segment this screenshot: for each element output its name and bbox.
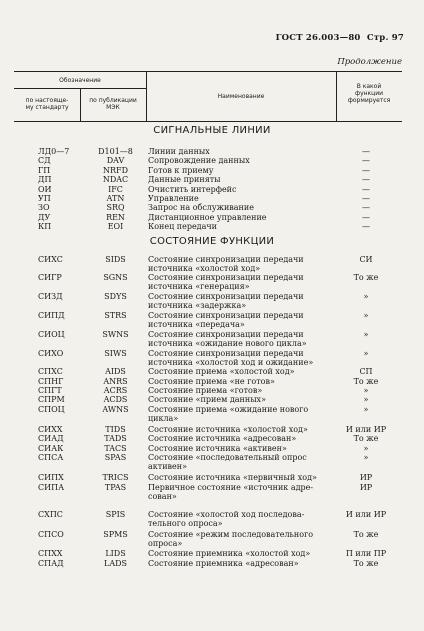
state-name bbox=[148, 292, 332, 310]
function-cell: То же bbox=[353, 434, 379, 443]
function-cell: То же bbox=[353, 273, 379, 282]
function-cell: СП bbox=[359, 367, 373, 376]
function-cell: » bbox=[363, 405, 369, 414]
function-cell: — bbox=[362, 222, 370, 231]
state-name-line-1: Состояние «холостой ход последова- bbox=[148, 510, 305, 519]
line-name: Дистанционное управление bbox=[148, 213, 267, 222]
function-cell: — bbox=[362, 185, 370, 194]
designation-iec: AIDS bbox=[105, 367, 126, 376]
designation-iec: LIDS bbox=[105, 549, 126, 558]
designation-ru: СИПХ bbox=[38, 473, 64, 482]
designation-iec: EOI bbox=[107, 222, 124, 231]
designation-iec: SIWS bbox=[104, 349, 127, 358]
function-cell: То же bbox=[353, 377, 379, 386]
function-cell: То же bbox=[353, 559, 379, 568]
designation-ru: ОИ bbox=[38, 185, 52, 194]
page-number: Стр. 97 bbox=[366, 33, 404, 43]
state-name-line-2: источника «холостой ход» bbox=[148, 264, 261, 273]
designation-ru: СПХХ bbox=[38, 549, 63, 558]
state-name-line-2: цикла» bbox=[148, 414, 179, 423]
state-name bbox=[148, 425, 332, 434]
designation-ru: СПОЦ bbox=[38, 405, 65, 414]
state-name bbox=[148, 395, 332, 404]
state-name bbox=[148, 273, 332, 291]
state-name-line-1: Состояние источника «активен» bbox=[148, 444, 287, 453]
function-cell: » bbox=[363, 444, 369, 453]
header-designation: Обозначение bbox=[59, 77, 101, 84]
header-by-standard: по настояще- му стандарту bbox=[25, 97, 69, 111]
function-cell: — bbox=[362, 203, 370, 212]
line-name: Данные приняты bbox=[148, 175, 221, 184]
state-name-line-1: Состояние приема «холостой ход» bbox=[148, 367, 295, 376]
designation-ru: СИПА bbox=[38, 483, 65, 492]
designation-iec: ACDS bbox=[103, 395, 128, 404]
designation-ru: ЗО bbox=[38, 203, 50, 212]
state-name-line-1: Состояние синхронизации передачи bbox=[148, 292, 304, 301]
state-name bbox=[148, 559, 332, 568]
state-name-line-1: Состояние «режим последовательного bbox=[148, 530, 314, 539]
designation-ru: КП bbox=[38, 222, 52, 231]
state-name bbox=[148, 311, 332, 329]
designation-iec: IFC bbox=[108, 185, 123, 194]
function-cell: » bbox=[363, 395, 369, 404]
table-top-rule bbox=[14, 71, 402, 72]
standard-number: ГОСТ 26.003—80 bbox=[275, 33, 361, 43]
function-cell: То же bbox=[353, 530, 379, 539]
function-cell: — bbox=[362, 166, 370, 175]
state-name-line-2: источника «передача» bbox=[148, 320, 245, 329]
state-name-line-2: источника «генерация» bbox=[148, 282, 250, 291]
line-name: Линии данных bbox=[148, 147, 210, 156]
state-name bbox=[148, 255, 332, 273]
state-name-line-1: Состояние приема «не готов» bbox=[148, 377, 275, 386]
function-cell: И или ИР bbox=[345, 510, 387, 519]
function-cell: ИР bbox=[359, 483, 373, 492]
designation-ru: УП bbox=[38, 194, 51, 203]
function-cell: » bbox=[363, 330, 369, 339]
designation-ru: СИХО bbox=[38, 349, 64, 358]
function-cell: » bbox=[363, 349, 369, 358]
state-name-line-1: Состояние синхронизации передачи bbox=[148, 255, 304, 264]
state-name bbox=[148, 510, 332, 528]
designation-ru: ЛД0—7 bbox=[38, 147, 70, 156]
designation-iec: SGNS bbox=[103, 273, 128, 282]
function-cell: » bbox=[363, 386, 369, 395]
state-name bbox=[148, 386, 332, 395]
state-name-line-1: Состояние синхронизации передачи bbox=[148, 349, 304, 358]
designation-ru: ДП bbox=[38, 175, 52, 184]
designation-iec: STRS bbox=[104, 311, 127, 320]
function-cell: — bbox=[362, 213, 370, 222]
designation-iec: LADS bbox=[104, 559, 127, 568]
function-cell: ИР bbox=[359, 473, 373, 482]
header-function: В какой функции формируется bbox=[347, 83, 391, 104]
state-name-line-2: источника «ожидание нового цикла» bbox=[148, 339, 307, 348]
function-cell: СИ bbox=[359, 255, 373, 264]
state-name-line-1: Состояние синхронизации передачи bbox=[148, 273, 304, 282]
state-name bbox=[148, 330, 332, 348]
line-name: Очистить интерфейс bbox=[148, 185, 237, 194]
state-name bbox=[148, 367, 332, 376]
designation-ru: СИПД bbox=[38, 311, 65, 320]
designation-iec: TRICS bbox=[102, 473, 129, 482]
function-cell: — bbox=[362, 194, 370, 203]
state-name bbox=[148, 530, 332, 548]
designation-ru: СД bbox=[38, 156, 51, 165]
function-cell: И или ИР bbox=[345, 425, 387, 434]
state-name-line-2: сован» bbox=[148, 492, 177, 501]
section-signal-lines: СИГНАЛЬНЫЕ ЛИНИИ bbox=[153, 125, 271, 136]
designation-iec: DAV bbox=[106, 156, 125, 165]
state-name-line-1: Состояние источника «адресован» bbox=[148, 434, 297, 443]
designation-ru: СИГР bbox=[38, 273, 62, 282]
state-name-line-1: Состояние синхронизации передачи bbox=[148, 330, 304, 339]
designation-iec: ANRS bbox=[103, 377, 128, 386]
function-cell: » bbox=[363, 292, 369, 301]
state-name-line-1: Состояние приема «ожидание нового bbox=[148, 405, 309, 414]
state-name-line-1: Состояние «последовательный опрос bbox=[148, 453, 307, 462]
designation-iec: SRQ bbox=[106, 203, 125, 212]
designation-iec: SPIS bbox=[105, 510, 126, 519]
designation-iec: SDYS bbox=[104, 292, 127, 301]
state-name-line-1: Состояние источника «холостой ход» bbox=[148, 425, 308, 434]
designation-ru: СПНГ bbox=[38, 377, 64, 386]
function-cell: » bbox=[363, 453, 369, 462]
state-name-line-1: Состояние синхронизации передачи bbox=[148, 311, 304, 320]
state-name bbox=[148, 405, 332, 423]
designation-ru: СИХХ bbox=[38, 425, 63, 434]
designation-ru: СИЗД bbox=[38, 292, 63, 301]
designation-iec: AWNS bbox=[102, 405, 129, 414]
state-name-line-1: Состояние приемника «адресован» bbox=[148, 559, 299, 568]
state-name-line-1: Состояние приема «готов» bbox=[148, 386, 263, 395]
designation-ru: СПГТ bbox=[38, 386, 62, 395]
state-name bbox=[148, 444, 332, 453]
state-name-line-1: Первичное состояние «источник адре- bbox=[148, 483, 314, 492]
designation-ru: СПАД bbox=[38, 559, 64, 568]
designation-iec: ACRS bbox=[103, 386, 128, 395]
designation-iec: SIDS bbox=[105, 255, 126, 264]
designation-ru: СПРМ bbox=[38, 395, 65, 404]
designation-iec: TADS bbox=[104, 434, 127, 443]
designation-iec: REN bbox=[106, 213, 125, 222]
state-name-line-2: опроса» bbox=[148, 539, 183, 548]
header-bottom-rule bbox=[14, 121, 402, 122]
designation-ru: ГП bbox=[38, 166, 51, 175]
designation-iec: D101—8 bbox=[98, 147, 133, 156]
state-name-line-2: источника «холостой ход и ожидание» bbox=[148, 358, 314, 367]
line-name: Сопровождение данных bbox=[148, 156, 250, 165]
designation-iec: TPAS bbox=[104, 483, 127, 492]
designation-ru: СХПС bbox=[38, 510, 63, 519]
state-name bbox=[148, 453, 332, 471]
designation-iec: ATN bbox=[106, 194, 125, 203]
designation-iec: SWNS bbox=[102, 330, 129, 339]
state-name bbox=[148, 377, 332, 386]
state-name-line-2: активен» bbox=[148, 462, 187, 471]
designation-ru: ДУ bbox=[38, 213, 51, 222]
designation-ru: СПСО bbox=[38, 530, 64, 539]
designation-iec: TIDS bbox=[105, 425, 126, 434]
state-name bbox=[148, 473, 332, 482]
designation-iec: NRFD bbox=[103, 166, 128, 175]
designation-ru: СИАД bbox=[38, 434, 64, 443]
line-name: Конец передачи bbox=[148, 222, 217, 231]
designation-iec: SPAS bbox=[104, 453, 127, 462]
line-name: Запрос на обслуживание bbox=[148, 203, 254, 212]
state-name-line-2: тельного опроса» bbox=[148, 519, 223, 528]
function-cell: » bbox=[363, 311, 369, 320]
state-name-line-2: источника «задержка» bbox=[148, 301, 247, 310]
designation-ru: СИОЦ bbox=[38, 330, 65, 339]
designation-iec: NDAC bbox=[102, 175, 129, 184]
header-name: Наименование bbox=[217, 93, 265, 100]
function-cell: — bbox=[362, 147, 370, 156]
state-name bbox=[148, 349, 332, 367]
line-name: Готов к приему bbox=[148, 166, 214, 175]
state-name-line-1: Состояние «прием данных» bbox=[148, 395, 266, 404]
page-header bbox=[276, 33, 404, 43]
function-cell: П или ПР bbox=[345, 549, 387, 558]
state-name bbox=[148, 434, 332, 443]
line-name: Управление bbox=[148, 194, 199, 203]
designation-ru: СПХС bbox=[38, 367, 63, 376]
state-name bbox=[148, 483, 332, 501]
designation-iec: SPMS bbox=[103, 530, 128, 539]
designation-iec: TACS bbox=[104, 444, 127, 453]
designation-ru: СИХС bbox=[38, 255, 63, 264]
designation-ru: СИАК bbox=[38, 444, 64, 453]
designation-ru: СПСА bbox=[38, 453, 64, 462]
state-name-line-1: Состояние приемника «холостой ход» bbox=[148, 549, 311, 558]
continuation-label: Продолжение bbox=[337, 57, 402, 67]
function-cell: — bbox=[362, 156, 370, 165]
header-by-iec: по публикации МЭК bbox=[89, 97, 137, 111]
function-cell: — bbox=[362, 175, 370, 184]
state-name bbox=[148, 549, 332, 558]
section-function-states: СОСТОЯНИЕ ФУНКЦИИ bbox=[149, 236, 275, 247]
state-name-line-1: Состояние источника «первичный ход» bbox=[148, 473, 317, 482]
